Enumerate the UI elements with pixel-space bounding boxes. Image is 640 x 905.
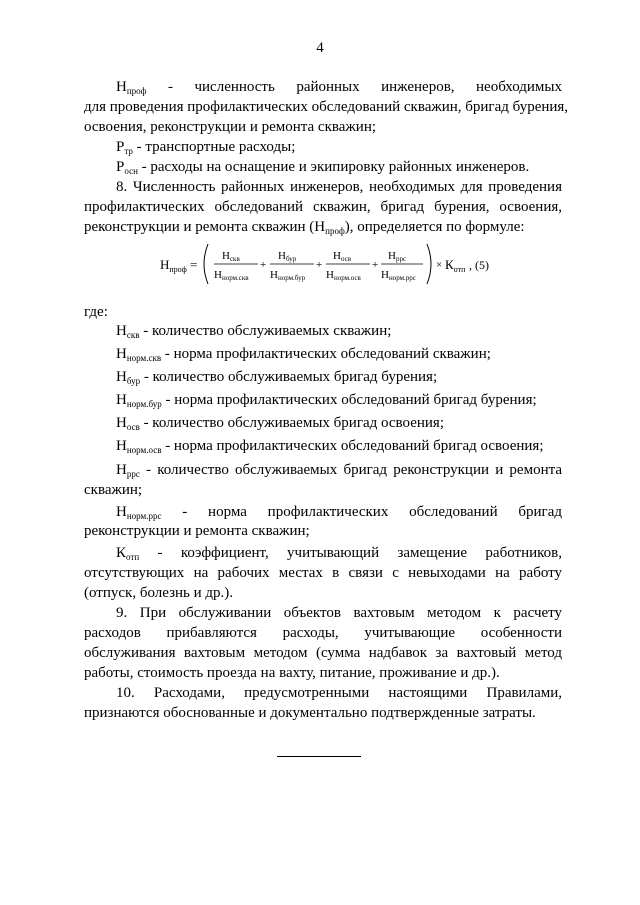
def-hosv: $Н_{осв}$ - количество обслуживаемых бригад освоения; [116,415,444,432]
item-10-line-1: 10. Расходами, предусмотренными настоящими Правилами, [116,685,562,701]
item-8-line-2: профилактических обследований скважин, бригад бурения, освоения, [84,199,562,215]
frac-2-denominator: Ннорм.бур [270,269,306,282]
formula-lhs: $Н_{проф}$ [160,257,187,274]
frac-1-denominator: Ннорм.скв [214,269,249,282]
page-number: 4 [316,40,324,56]
formula-5 [160,240,490,288]
right-paren [427,244,431,284]
def-hskv: $Н_{скв}$ - количество обслуживаемых скважин; [116,323,392,340]
def-ptr: $Р_{тр}$ - транспортные расходы; [116,139,296,156]
def-hnorm-rrs-cont: реконструкции и ремонта скважин; [84,523,310,539]
frac-2-numerator: Нбур [278,250,297,263]
def-hrrs-cont: скважин; [84,482,143,498]
item-9-line-1: 9. При обслуживании объектов вахтовым методом к расчету [116,605,562,621]
def-hnorm-skv: $Н_{норм.скв}$ - норма профилактических обследований скважин; [116,346,491,363]
left-paren [204,244,208,284]
end-rule [277,756,361,757]
formula-equals: = [190,257,198,272]
def-kotp: $К_{отп}$ - коэффициент, учитывающий замещение работников, [116,545,562,562]
plus-3: + [372,259,379,271]
item-9-line-3: обслуживания вахтовым методом (сумма надбавок за вахтовый метод [84,645,562,661]
def-kotp-cont-1: отсутствующих на рабочих местах в связи с невыходами на работу [84,565,562,581]
item-10-line-2: признаются обоснованные и документально подтвержденные затраты. [84,705,536,721]
times-sign: × [436,259,443,271]
frac-3-numerator: Носв [333,250,352,263]
def-hnorm-rrs: $Н_{норм.ррс}$ - норма профилактических обследований бригад [116,504,562,521]
def-kotp-cont-2: (отпуск, болезнь и др.). [84,585,234,601]
def-hprof-line-2: для проведения профилактических обследований скважин, бригад бурения, [84,99,569,115]
plus-1: + [260,259,267,271]
frac-1-numerator: Нскв [222,250,240,263]
formula-k: $К_{отп}$ [445,257,466,274]
formula-number: , (5) [469,258,489,272]
def-hprof-line-3: освоения, реконструкции и ремонта скважин; [84,119,377,135]
def-hrrs: $Н_{ррс}$ - количество обслуживаемых бригад реконструкции и ремонта [116,462,562,479]
item-8-line-3: реконструкции и ремонта скважин $(Н_{проф})$, определяется по формуле: [84,219,525,236]
item-9-line-4: работы, стоимость проезда на вахту, питание, проживание и др.). [84,665,500,681]
frac-3-denominator: Ннорм.осв [326,269,361,282]
def-posn: $Р_{осн}$ - расходы на оснащение и экипировку районных инженеров. [116,159,530,176]
frac-4-denominator: Ннорм.ррс [381,269,416,282]
def-hnorm-osv: $Н_{норм.осв}$ - норма профилактических обследований бригад освоения; [116,438,544,455]
def-hprof-line: $Н_{проф}$ - численность районных инженеров, необходимых [116,79,562,96]
plus-2: + [316,259,323,271]
frac-4-numerator: Нррс [388,250,407,263]
def-hbur: $Н_{бур}$ - количество обслуживаемых бригад бурения; [116,369,438,386]
where-label: где: [84,304,108,320]
item-9-line-2: расходов прибавляются расходы, учитывающие особенности [84,625,562,641]
def-hnorm-bur: $Н_{норм.бур}$ - норма профилактических обследований бригад бурения; [116,392,537,409]
item-8-line-1: 8. Численность районных инженеров, необходимых для проведения [116,179,562,195]
